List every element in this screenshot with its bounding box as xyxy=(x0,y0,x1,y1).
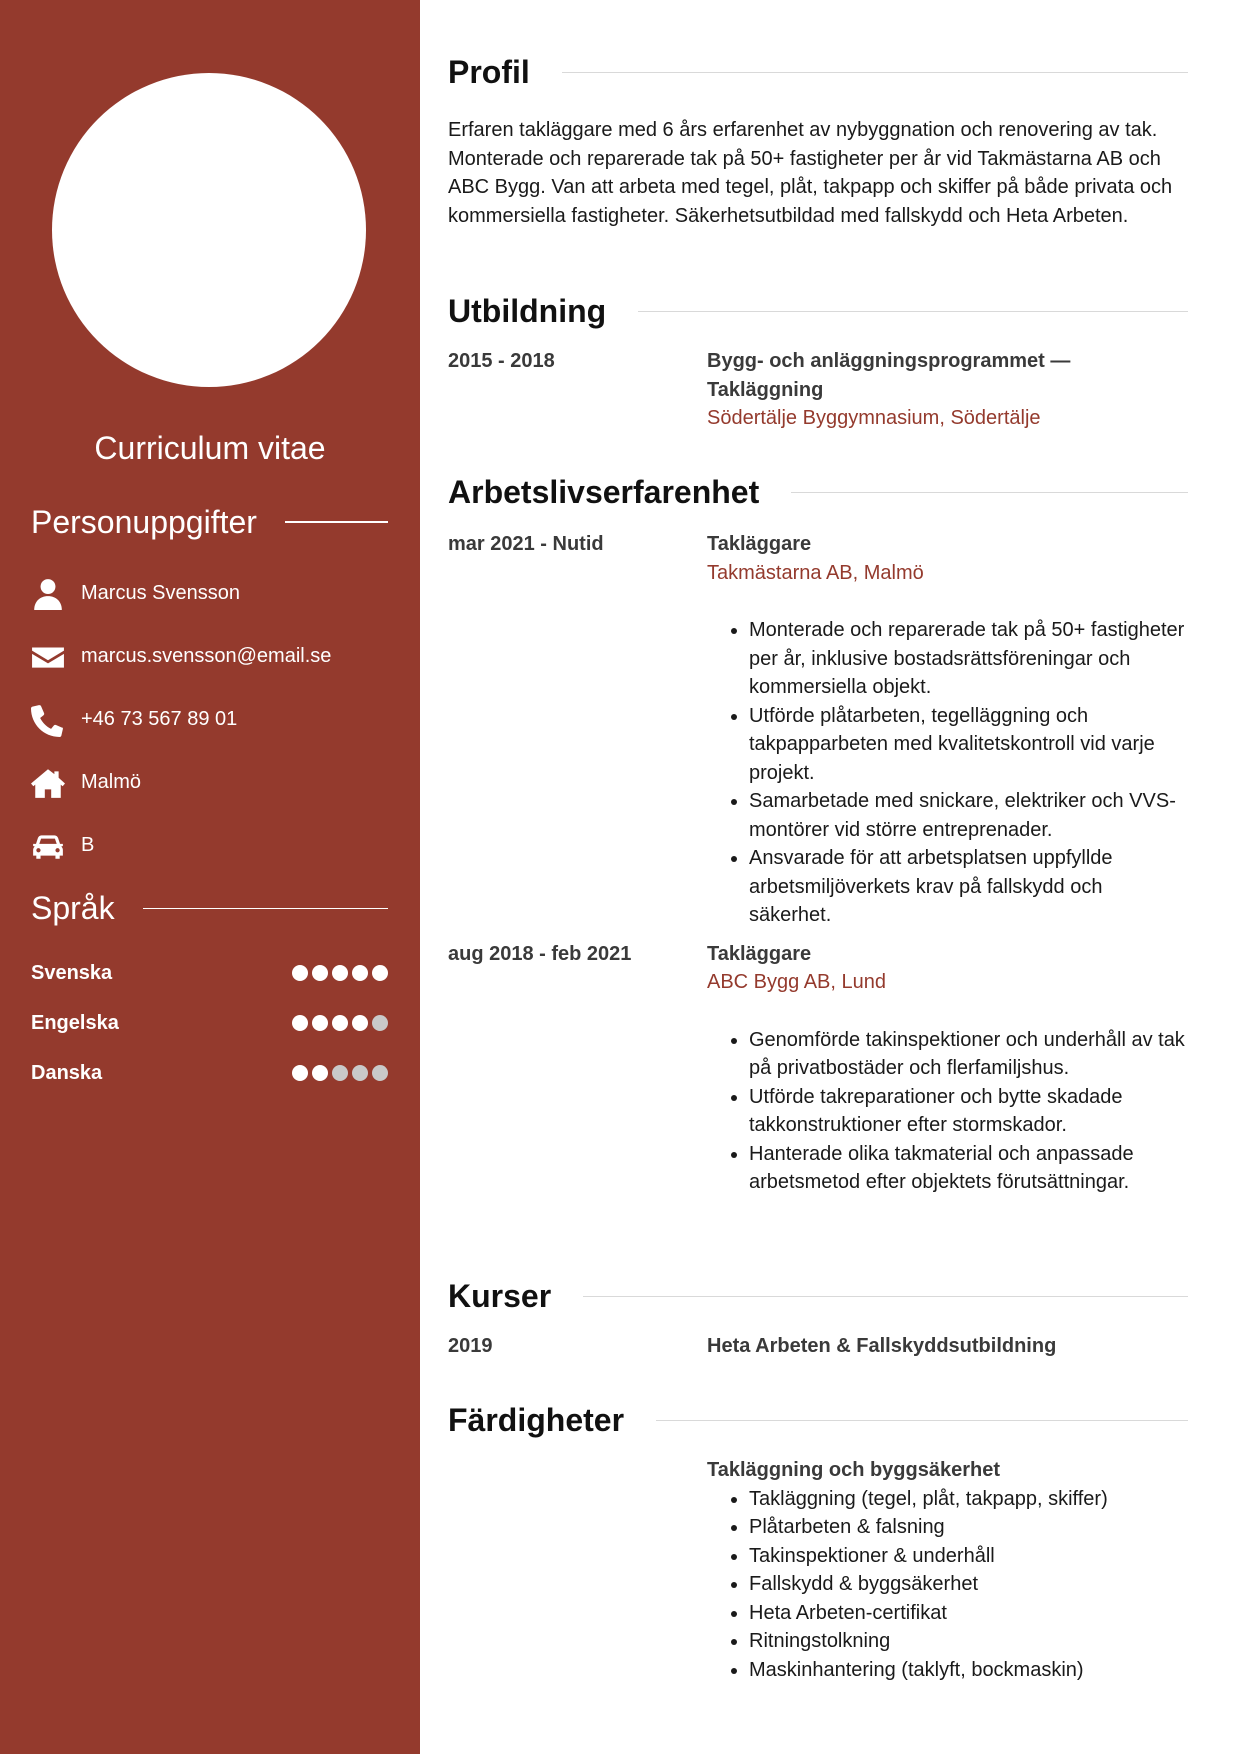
experience-heading: Arbetslivserfarenhet xyxy=(448,474,760,510)
list-item: • Ansvarade för att arbetsplatsen uppfyllde arbetsmiljöverkets krav på fallskydd och säkerhet. xyxy=(749,844,1188,930)
list-item: • Maskinhantering (taklyft, bockmaskin) xyxy=(749,1656,1188,1685)
experience-entry xyxy=(448,530,1188,930)
level-dot-filled xyxy=(312,965,328,981)
personal-row-email xyxy=(31,625,391,688)
education-section xyxy=(448,291,1188,433)
divider xyxy=(656,1420,1188,1421)
list-item: • Utförde plåtarbeten, tegelläggning och takpapparbeten med kvalitetskontroll vid varje projekt. xyxy=(749,702,1188,788)
profile-photo xyxy=(52,73,366,387)
phone-icon xyxy=(31,703,65,737)
level-dot-filled xyxy=(372,965,388,981)
entry-detail xyxy=(707,1332,1188,1361)
entry-bullets xyxy=(707,1026,1188,1197)
language-row xyxy=(31,1048,388,1098)
level-dot-filled xyxy=(312,1015,328,1031)
profile-section xyxy=(448,52,1188,230)
email-text[interactable]: marcus.svensson@email.se xyxy=(81,645,332,667)
skills-section xyxy=(448,1400,1188,1684)
experience-entry xyxy=(448,940,1188,1197)
section-header xyxy=(448,1400,1188,1440)
courses-section xyxy=(448,1276,1188,1361)
cv-title: Curriculum vitae xyxy=(94,430,326,466)
phone-text[interactable]: +46 73 567 89 01 xyxy=(81,708,238,730)
personal-heading-text: Personuppgifter xyxy=(31,504,257,540)
divider xyxy=(791,492,1188,493)
entry-detail xyxy=(707,347,1188,433)
entry-detail xyxy=(707,530,1188,930)
level-dot-empty xyxy=(372,1065,388,1081)
divider xyxy=(285,521,388,523)
profile-text: Erfaren takläggare med 6 års erfarenhet av nybyggnation och renovering av tak. Monterade och reparerade tak på 50+ fastigheter per år vid Takmästarna AB och ABC Bygg. Van att arbeta med tegel, plåt, takpapp och skiffer på både privata och kommersiella fastigheter. Säkerhetsutbildad med fallskydd och Heta Arbeten. xyxy=(448,119,1173,227)
user-icon xyxy=(31,577,65,611)
skills-group-title: Takläggning och byggsäkerhet xyxy=(707,1459,1001,1481)
level-dot-filled xyxy=(352,965,368,981)
list-item: • Plåtarbeten & falsning xyxy=(749,1513,1188,1542)
level-dot-filled xyxy=(292,965,308,981)
list-item: • Genomförde takinspektioner och underhåll av tak på privatbostäder och flerfamiljshus. xyxy=(749,1026,1188,1083)
personal-row-city xyxy=(31,751,391,814)
list-item: • Takläggning (tegel, plåt, takpapp, skiffer) xyxy=(749,1485,1188,1514)
license-text: B xyxy=(81,834,95,856)
list-item: • Ritningstolkning xyxy=(749,1627,1188,1656)
list-item: • Monterade och reparerade tak på 50+ fastigheter per år, inklusive bostadsrättsföreningar och kommersiella objekt. xyxy=(749,616,1188,702)
list-item: • Samarbetade med snickare, elektriker och VVS-montörer vid större entreprenader. xyxy=(749,787,1188,844)
languages-heading-text: Språk xyxy=(31,890,115,926)
city-text: Malmö xyxy=(81,771,142,793)
languages-list xyxy=(31,948,388,1098)
level-dot-filled xyxy=(332,965,348,981)
education-entry xyxy=(448,347,1188,433)
list-item: • Takinspektioner & underhåll xyxy=(749,1542,1188,1571)
language-row xyxy=(31,998,388,1048)
divider xyxy=(638,311,1188,312)
level-dot-filled xyxy=(352,1015,368,1031)
entry-title: Heta Arbeten & Fallskyddsutbildning xyxy=(707,1335,1057,1357)
personal-heading xyxy=(31,502,388,542)
divider xyxy=(583,1296,1188,1297)
language-level xyxy=(288,965,388,981)
language-name: Svenska xyxy=(31,961,113,984)
entry-place: Takmästarna AB, Malmö xyxy=(707,561,924,584)
skills-list xyxy=(707,1485,1188,1685)
skills-heading: Färdigheter xyxy=(448,1402,625,1438)
entry-date: mar 2021 - Nutid xyxy=(448,533,604,555)
envelope-icon xyxy=(31,640,65,674)
section-header xyxy=(448,472,1188,512)
experience-section xyxy=(448,472,1188,1197)
languages-heading xyxy=(31,888,388,928)
entry-date: aug 2018 - feb 2021 xyxy=(448,942,632,965)
level-dot-filled xyxy=(292,1065,308,1081)
entry-place: ABC Bygg AB, Lund xyxy=(707,971,887,993)
level-dot-filled xyxy=(292,1015,308,1031)
profile-heading: Profil xyxy=(448,54,530,90)
entry-date: 2015 - 2018 xyxy=(448,350,555,372)
language-row xyxy=(31,948,388,998)
entry-detail xyxy=(707,940,1188,1197)
level-dot-filled xyxy=(312,1065,328,1081)
personal-row-phone xyxy=(31,688,391,751)
courses-heading: Kurser xyxy=(448,1278,552,1314)
course-entry xyxy=(448,1332,1188,1361)
sidebar xyxy=(0,0,420,1754)
level-dot-empty xyxy=(372,1015,388,1031)
divider xyxy=(562,72,1188,73)
education-heading: Utbildning xyxy=(448,293,607,329)
divider xyxy=(143,908,388,909)
personal-info-list xyxy=(31,562,391,877)
section-header xyxy=(448,291,1188,331)
home-icon xyxy=(31,766,65,800)
language-level xyxy=(288,1065,388,1081)
list-item: • Fallskydd & byggsäkerhet xyxy=(749,1570,1188,1599)
entry-bullets xyxy=(707,616,1188,930)
level-dot-filled xyxy=(332,1015,348,1031)
level-dot-empty xyxy=(332,1065,348,1081)
section-header xyxy=(448,1276,1188,1316)
entry-title: Takläggare xyxy=(707,533,812,555)
list-item: • Utförde takreparationer och bytte skadade takkonstruktioner efter stormskador. xyxy=(749,1083,1188,1140)
list-item: • Heta Arbeten-certifikat xyxy=(749,1599,1188,1628)
level-dot-empty xyxy=(352,1065,368,1081)
language-name: Danska xyxy=(31,1061,103,1084)
language-level xyxy=(288,1015,388,1031)
entry-detail xyxy=(707,1456,1188,1684)
language-name: Engelska xyxy=(31,1011,119,1034)
entry-date: 2019 xyxy=(448,1335,493,1357)
name-text: Marcus Svensson xyxy=(81,582,240,604)
personal-row-license xyxy=(31,814,391,877)
personal-row-name xyxy=(31,562,391,625)
entry-place: Södertälje Byggymnasium, Södertälje xyxy=(707,407,1041,429)
car-icon xyxy=(31,829,65,863)
entry-title: Takläggare xyxy=(707,942,812,965)
skills-entry xyxy=(448,1456,1188,1684)
section-header xyxy=(448,52,1188,92)
entry-title: Bygg- och anläggningsprogrammet — Takläggning xyxy=(707,350,1071,401)
list-item: • Hanterade olika takmaterial och anpassade arbetsmetod efter objektets förutsättningar. xyxy=(749,1140,1188,1197)
